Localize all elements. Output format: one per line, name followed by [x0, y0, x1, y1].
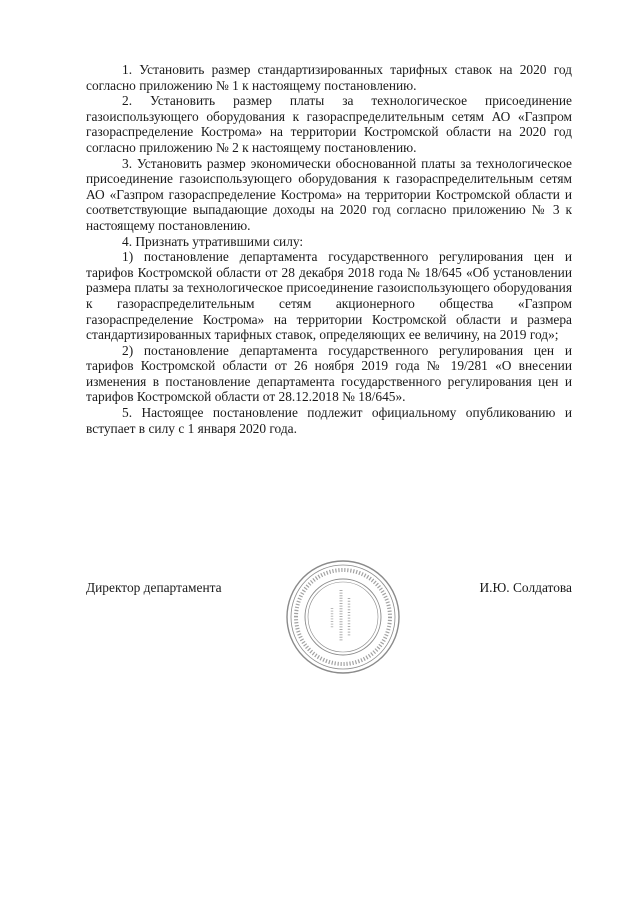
paragraph-2: 2. Установить размер платы за технологическое присоединение газоиспользующего оборудования к газораспределительным сетям АО «Газпром газораспределение Кострома» на территории Костромской области на 2020 год согласно приложению № 2 к настоящему постановлению. — [86, 93, 572, 155]
paragraph-1: 1. Установить размер стандартизированных тарифных ставок на 2020 год согласно приложению № 1 к настоящему постановлению. — [86, 62, 572, 93]
official-seal — [284, 558, 402, 676]
signatory-title: Директор департамента — [86, 580, 222, 595]
paragraph-5: 5. Настоящее постановление подлежит официальному опубликованию и вступает в силу с 1 января 2020 года. — [86, 405, 572, 436]
paragraph-4-item-1: 1) постановление департамента государственного регулирования цен и тарифов Костромской области от 28 декабря 2018 года № 18/645 «Об установлении размера платы за технологическое присоединение газоиспользующего оборудования к газораспределительным сетям акционерного общества «Газпром газораспределение Кострома» на территории Костромской области и размера стандартизированных тарифных ставок, определяющих ее величину, на 2019 год»; — [86, 249, 572, 343]
paragraph-3: 3. Установить размер экономически обоснованной платы за технологическое присоединение газоиспользующего оборудования к газораспределительным сетям АО «Газпром газораспределение Кострома» на территории Костромской области и соответствующие выпадающие доходы на 2020 год согласно приложению № 3 к настоящему постановлению. — [86, 155, 572, 233]
paragraph-4-item-2: 2) постановление департамента государственного регулирования цен и тарифов Костромской области от 26 ноября 2019 года № 19/281 «О внесении изменения в постановление департамента государственного регулирования цен и тарифов Костромской области от 28.12.2018 № 18/645». — [86, 342, 572, 405]
document-body — [86, 62, 572, 436]
paragraph-4: 4. Признать утратившими силу: — [122, 233, 304, 249]
signatory-name: И.Ю. Солдатова — [479, 580, 572, 595]
